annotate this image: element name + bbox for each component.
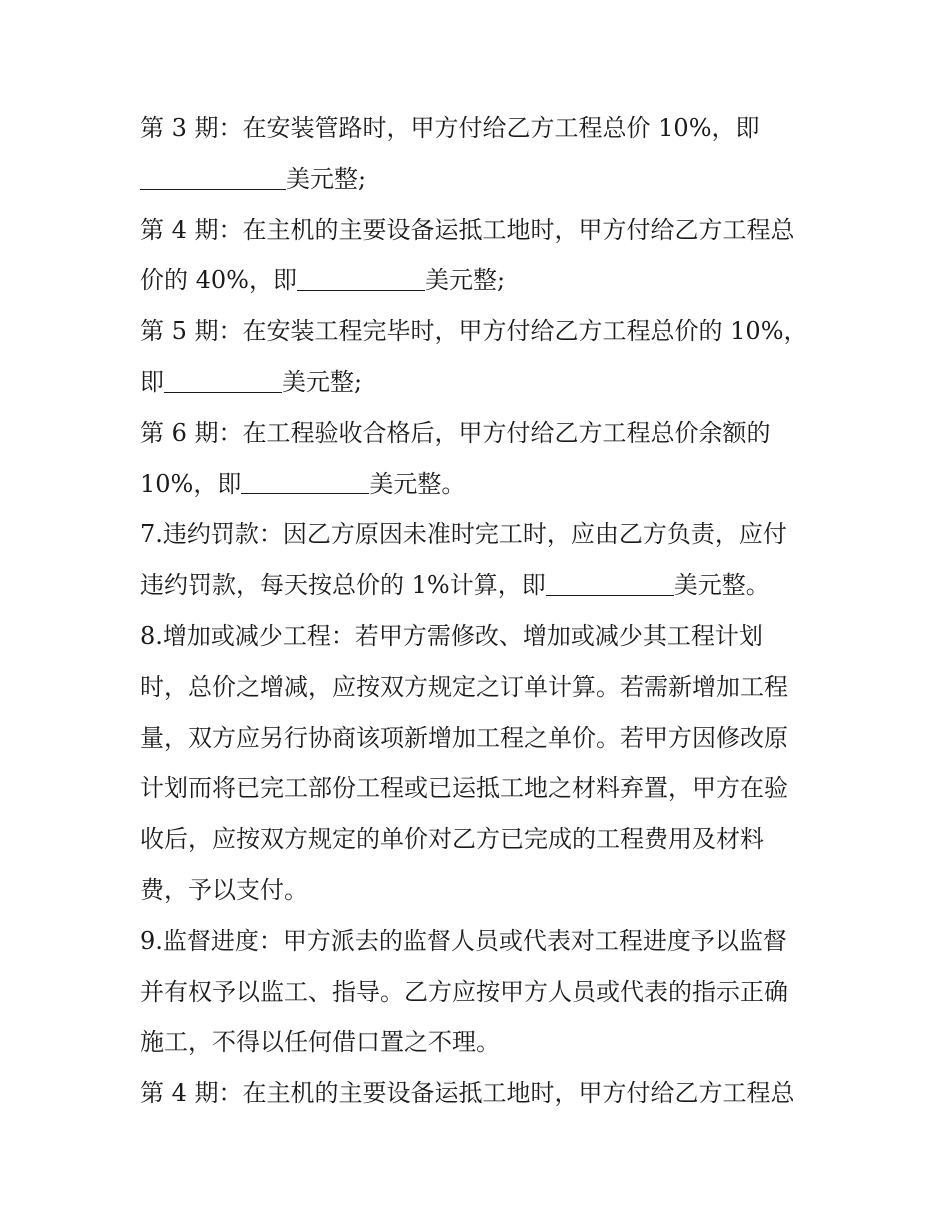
fill-in-blank[interactable] (546, 570, 674, 596)
text-line: 计划而将已完工部份工程或已运抵工地之材料弃置，甲方在验 (140, 774, 788, 803)
text-line: 第 3 期：在安装管路时，甲方付给乙方工程总价 10%，即 (140, 114, 760, 142)
text-line-with-blank (140, 560, 820, 611)
text-line: 第 5 期：在安装工程完毕时，甲方付给乙方工程总价的 10%， (140, 317, 808, 346)
text-line: 施工，不得以任何借口置之不理。 (140, 1028, 500, 1057)
text-line: 第 4 期：在主机的主要设备运抵工地时，甲方付给乙方工程总 (140, 215, 795, 244)
amount-suffix: 美元整; (286, 164, 367, 193)
fill-in-blank[interactable] (164, 367, 282, 393)
text-line: 7.违约罚款：因乙方原因未准时完工时，应由乙方负责，应付 (140, 520, 787, 549)
paragraph-installment-4-repeat (140, 1068, 820, 1119)
fill-in-blank[interactable] (241, 468, 369, 494)
text-line: 9.监督进度：甲方派去的监督人员或代表对工程进度予以监督 (140, 926, 787, 955)
amount-prefix: 违约罚款，每天按总价的 1%计算，即 (140, 571, 546, 600)
text-line: 第 6 期：在工程验收合格后，甲方付给乙方工程总价余额的 (140, 418, 771, 447)
amount-suffix: 美元整。 (673, 571, 770, 600)
text-line: 8.增加或减少工程：若甲方需修改、增加或减少其工程计划 (140, 621, 763, 650)
text-line: 收后，应按双方规定的单价对乙方已完成的工程费用及材料 (140, 825, 764, 854)
text-line: 量，双方应另行协商该项新增加工程之单价。若甲方因修改原 (140, 723, 788, 752)
amount-suffix: 美元整; (282, 367, 363, 396)
text-line: 并有权予以监工、指导。乙方应按甲方人员或代表的指示正确 (140, 977, 788, 1006)
document-body (140, 103, 820, 1119)
text-line-with-blank (140, 255, 820, 306)
text-line: 第 4 期：在主机的主要设备运抵工地时，甲方付给乙方工程总 (140, 1079, 795, 1108)
amount-suffix: 美元整。 (369, 469, 466, 498)
paragraph-installment-6 (140, 408, 820, 510)
paragraph-supervision (140, 916, 820, 1068)
amount-suffix: 美元整; (424, 266, 506, 295)
text-line-with-blank (140, 357, 820, 408)
paragraph-change-of-works (140, 611, 820, 916)
paragraph-installment-3 (140, 103, 820, 205)
paragraph-installment-4 (140, 205, 820, 307)
amount-prefix: 即 (140, 367, 164, 396)
text-line: 费，予以支付。 (140, 875, 308, 904)
paragraph-installment-5 (140, 306, 820, 408)
fill-in-blank[interactable] (297, 265, 425, 291)
text-line-with-blank (140, 154, 820, 205)
paragraph-penalty (140, 509, 820, 611)
text-line-with-blank (140, 459, 820, 510)
text-line: 时，总价之增减，应按双方规定之订单计算。若需新增加工程 (140, 672, 788, 701)
amount-prefix: 10%，即 (140, 469, 242, 498)
amount-prefix: 价的 40%，即 (140, 266, 297, 295)
fill-in-blank[interactable] (140, 163, 286, 189)
